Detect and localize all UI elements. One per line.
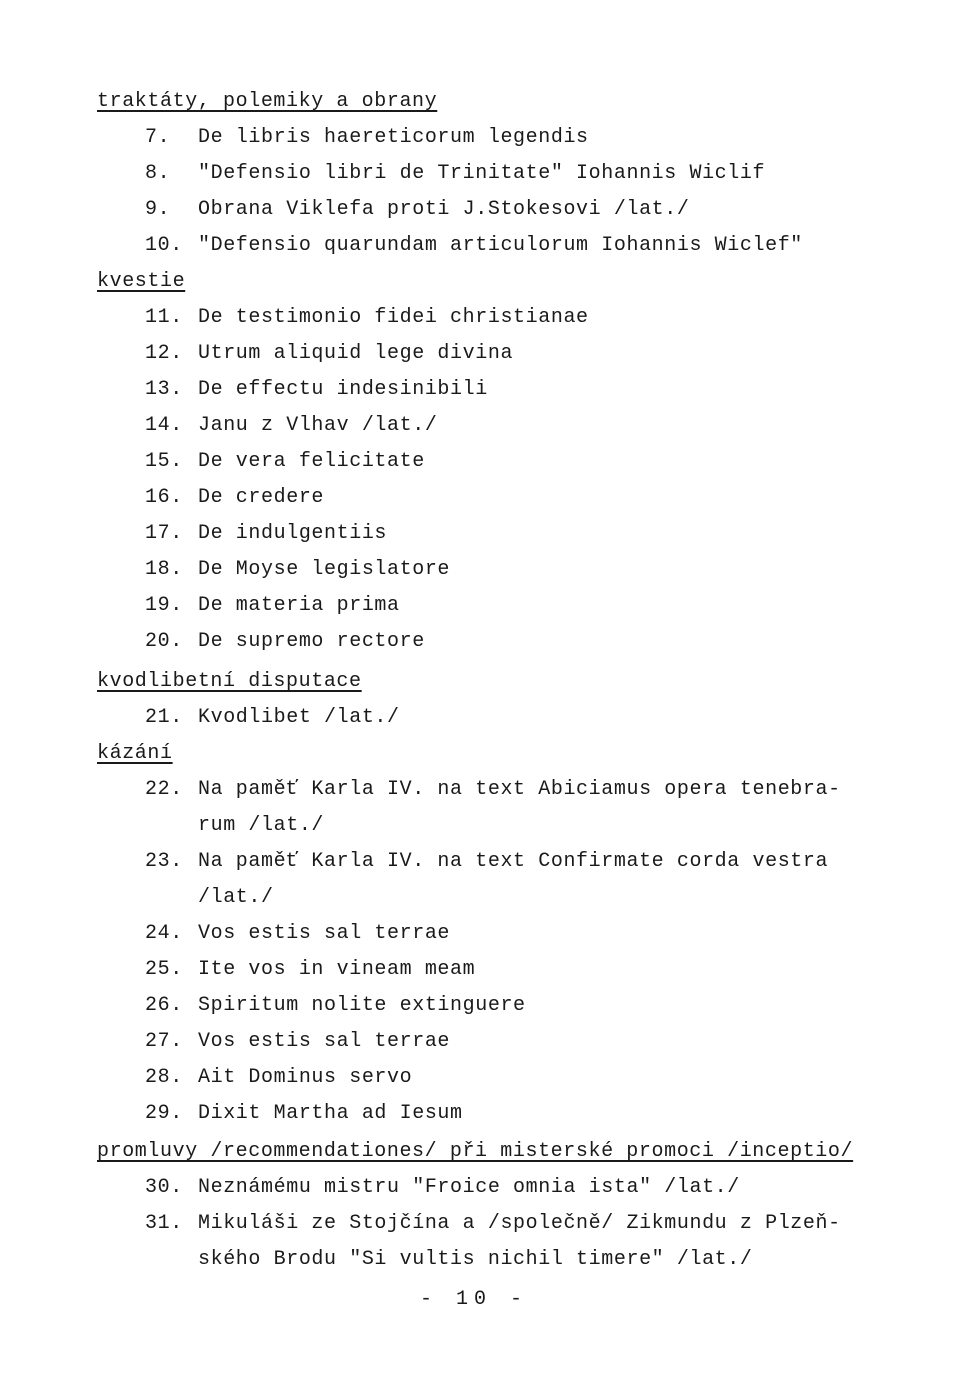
item-number: 21. <box>145 706 183 729</box>
item-number: 10. <box>145 234 183 257</box>
item-number: 25. <box>145 958 183 981</box>
item-title: Vos estis sal terrae <box>198 922 451 945</box>
item-title: De effectu indesinibili <box>198 378 488 401</box>
section-heading-kvestie: kvestie <box>97 270 186 293</box>
item-title: Na paměť Karla IV. na text Confirmate corda vestra <box>198 850 829 873</box>
item-number: 11. <box>145 306 183 329</box>
item-number: 8. <box>145 162 171 185</box>
item-continuation: ského Brodu "Si vultis nichil timere" /lat./ <box>198 1248 753 1271</box>
item-title: Kvodlibet /lat./ <box>198 706 400 729</box>
item-number: 30. <box>145 1176 183 1199</box>
item-title: Na paměť Karla IV. na text Abiciamus opera tenebra- <box>198 778 841 801</box>
item-title: Vos estis sal terrae <box>198 1030 451 1053</box>
item-number: 18. <box>145 558 183 581</box>
item-number: 28. <box>145 1066 183 1089</box>
item-number: 15. <box>145 450 183 473</box>
item-number: 23. <box>145 850 183 873</box>
item-title: "Defensio libri de Trinitate" Iohannis Wiclif <box>198 162 766 185</box>
item-title: De Moyse legislatore <box>198 558 451 581</box>
item-number: 17. <box>145 522 183 545</box>
item-continuation: rum /lat./ <box>198 814 325 837</box>
item-title: De testimonio fidei christianae <box>198 306 589 329</box>
item-number: 31. <box>145 1212 183 1235</box>
item-title: De materia prima <box>198 594 400 617</box>
item-title: "Defensio quarundam articulorum Iohannis Wiclef" <box>198 234 803 257</box>
item-number: 29. <box>145 1102 183 1125</box>
item-title: Utrum aliquid lege divina <box>198 342 514 365</box>
item-title: Spiritum nolite extinguere <box>198 994 526 1017</box>
item-title: De supremo rectore <box>198 630 425 653</box>
section-heading-kvodlibetni: kvodlibetní disputace <box>97 670 362 693</box>
item-title: Dixit Martha ad Iesum <box>198 1102 463 1125</box>
item-number: 9. <box>145 198 171 221</box>
item-title: Obrana Viklefa proti J.Stokesovi /lat./ <box>198 198 690 221</box>
item-number: 7. <box>145 126 171 149</box>
item-number: 12. <box>145 342 183 365</box>
page-number: - 10 - <box>420 1288 529 1311</box>
item-number: 24. <box>145 922 183 945</box>
section-heading-kazani: kázání <box>97 742 173 765</box>
item-title: De credere <box>198 486 325 509</box>
item-title: De indulgentiis <box>198 522 388 545</box>
item-number: 19. <box>145 594 183 617</box>
item-number: 20. <box>145 630 183 653</box>
item-title: Ite vos in vineam meam <box>198 958 476 981</box>
item-title: Janu z Vlhav /lat./ <box>198 414 438 437</box>
item-number: 13. <box>145 378 183 401</box>
item-number: 26. <box>145 994 183 1017</box>
item-title: Ait Dominus servo <box>198 1066 413 1089</box>
section-heading-promluvy: promluvy /recommendationes/ při misterské promoci /inceptio/ <box>97 1140 854 1163</box>
item-title: De libris haereticorum legendis <box>198 126 589 149</box>
item-title: Mikuláši ze Stojčína a /společně/ Zikmundu z Plzeň- <box>198 1212 841 1235</box>
item-number: 14. <box>145 414 183 437</box>
section-heading-traktaty: traktáty, polemiky a obrany <box>97 90 438 113</box>
item-number: 16. <box>145 486 183 509</box>
item-number: 22. <box>145 778 183 801</box>
item-title: Neznámému mistru "Froice omnia ista" /lat./ <box>198 1176 740 1199</box>
item-number: 27. <box>145 1030 183 1053</box>
item-title: De vera felicitate <box>198 450 425 473</box>
item-continuation: /lat./ <box>198 886 274 909</box>
